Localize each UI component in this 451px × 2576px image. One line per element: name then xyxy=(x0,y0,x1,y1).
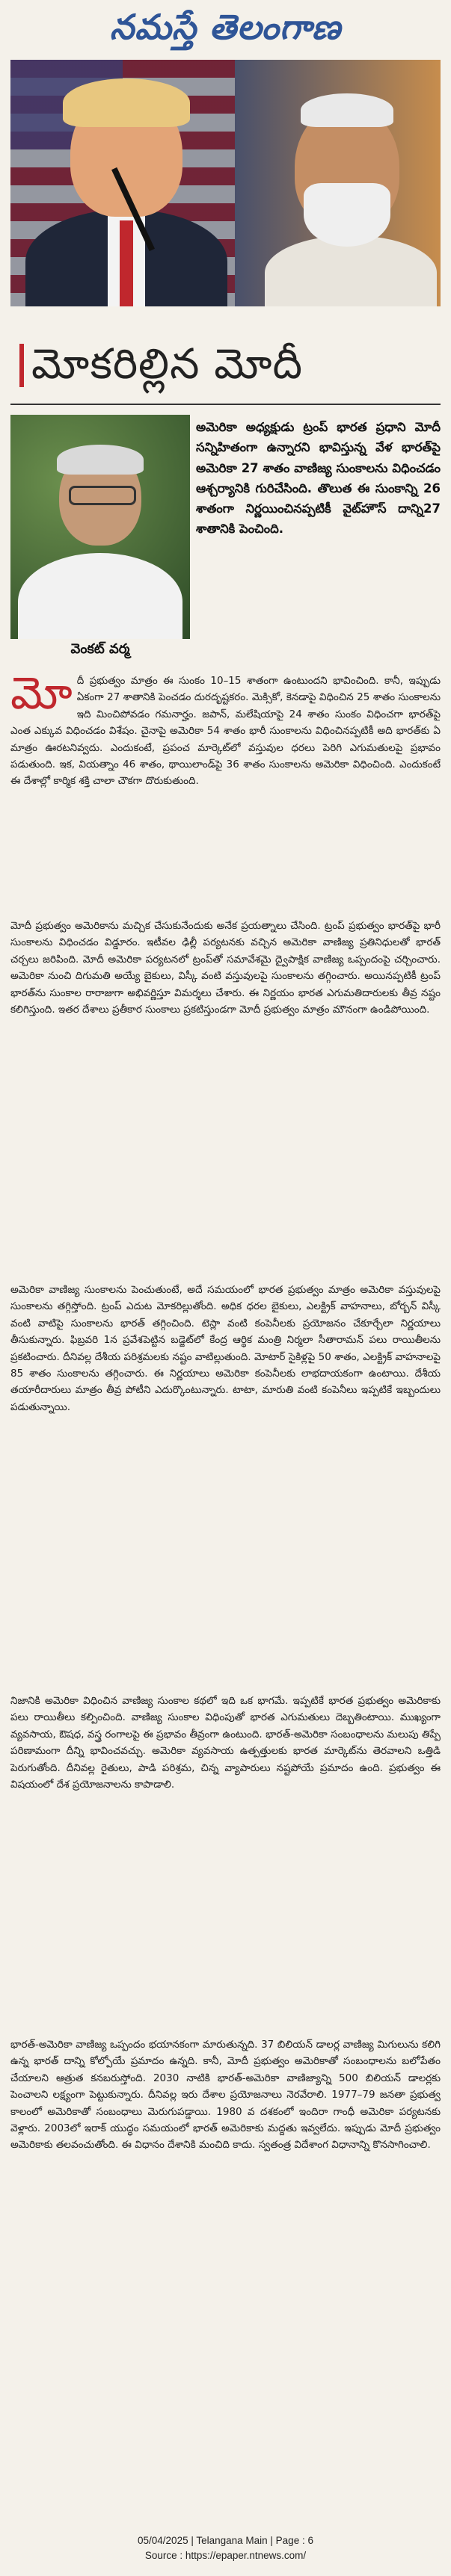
newspaper-logo: నమస్తే తెలంగాణ xyxy=(109,7,342,47)
body-paragraph-2: మోదీ ప్రభుత్వం అమెరికాను మచ్చిక చేసుకునేందుకు అనేక ప్రయత్నాలు చేసింది. ట్రంప్ ప్రభుత్వం భారత్‌పై భారీ సుంకాలను విధించడం విడ్డూరం. ఇటీవల ఢిల్లీ పర్యటనకు వచ్చిన అమెరికా వాణిజ్య ప్రతినిధులతో భారత్ చర్చలు జరిపింది. మోదీ అమెరికా పర్యటనలో ట్రంప్‌తో సమావేశమై ద్వైపాక్షిక వాణిజ్య ఒప్పందంపై చర్చించారు. అమెరికా నుంచి దిగుమతి అయ్యే బైకులు, విస్కీ వంటి వస్తువులపై సుంకాలను తగ్గించారు. అయినప్పటికీ ట్రంప్ భారత్‌ను సుంకాల రారాజుగా అభివర్ణిస్తూ విమర్శలు చేశారు. ఈ నిర్ణయం భారత ఎగుమతిదారులకు తీవ్ర నష్టం కలిగిస్తుంది. ఇతర దేశాలు ప్రతీకార సుంకాలు ప్రకటిస్తుండగా మోదీ ప్రభుత్వం మాత్రం మౌనంగా ఉండిపోయింది. xyxy=(10,920,441,1016)
page-footer xyxy=(0,2533,451,2575)
headline-accent-bar xyxy=(19,344,24,387)
glasses-icon xyxy=(69,486,136,505)
author-byline: వెంకట్ వర్మ xyxy=(70,641,130,657)
body-paragraph-5: భారత్-అమెరికా వాణిజ్య ఒప్పందం భయానకంగా మారుతున్నది. 37 బిలియన్ డాలర్ల వాణిజ్య మిగులును కలిగి ఉన్న భారత్ దాన్ని కోల్పోయే ప్రమాదం ఉన్నది. కానీ, మోదీ ప్రభుత్వం అమెరికాతో సంబంధాలను బలోపేతం చేయాలని ఆత్రుత కనబరుస్తోంది. 2030 నాటికి భారత్-అమెరికా వాణిజ్యాన్ని 500 బిలియన్ డాలర్లకు పెంచాలని లక్ష్యంగా పెట్టుకున్నారు. దీనివల్ల ఇరు దేశాల ప్రయోజనాలు నెరవేరాలి. 1977–79 జనతా ప్రభుత్వ కాలంలో అమెరికాతో సంబంధాలు మెరుగుపడ్డాయి. 1980 వ దశకంలో ఇందిరా గాంధీ అమెరికా పర్యటనకు వెళ్లారు. 2003లో ఇరాక్ యుద్ధం సమయంలో భారత్ అమెరికాకు మద్దతు ఇవ్వలేదు. ఇప్పుడు మోదీ ప్రభుత్వం అమెరికాకు తలవంచుతోంది. ఈ విధానం దేశానికి మంచిది కాదు. స్వతంత్ర విదేశాంగ విధానాన్ని కొనసాగించాలి. xyxy=(10,2039,441,2152)
trump-hair xyxy=(63,78,190,127)
modi-hair xyxy=(301,93,393,127)
paragraph-1-text: దీ ప్రభుత్వం మాత్రం ఈ సుంకం 10–15 శాతంగా ఉంటుందని భావించింది. కానీ, ఇప్పుడు ఏకంగా 27 శాతానికి పెంచడం దురదృష్టకరం. మెక్సికో, కెనడాపై విధించిన 25 శాతం సుంకాలను ఇది మించిపోవడం గమనార్హం. జపాన్, మలేషియాపై 24 శాతం సుంకం విధించగా భారత్‌పై ఎంత ఎక్కువ విధించడం విశేషం. చైనాపై అమెరికా 54 శాతం భారీ సుంకాలను విధించినప్పటికీ అది భారత్‌కు ఏ మాత్రం ఊరటనివ్వదు. ఎందుకంటే, ప్రపంచ మార్కెట్‌లో వస్తువుల ధరలు పెరిగి ఎగుమతులపై ప్రభావం పడుతుంది. ఇక, వియత్నాం 46 శాతం, థాయిలాండ్‌పై 36 శాతం సుంకాలను అమెరికా విధించింది. ఎందుకంటే ఈ దేశాల్లో కార్మిక శక్తి చాలా చౌకగా దొరుకుతుంది. xyxy=(10,675,441,788)
drop-cap: మో xyxy=(10,667,73,720)
lead-photo xyxy=(10,60,441,306)
masthead xyxy=(0,0,451,54)
body-paragraph-1 xyxy=(10,667,441,904)
source-link[interactable]: Source : https://epaper.ntnews.com/ xyxy=(144,2550,307,2561)
article-headline: మోకరిల్లిన మోదీ xyxy=(31,340,303,389)
body-paragraph-3: అమెరికా వాణిజ్య సుంకాలను పెంచుతుంటే, అదే సమయంలో భారత ప్రభుత్వం మాత్రం అమెరికా వస్తువులపై సుంకాలను తగ్గిస్తోంది. ట్రంప్ ఎదుట మోకరిల్లుతోంది. అధిక ధరల బైకులు, ఎలక్ట్రిక్ వాహనాలు, బోర్బన్ విస్కీ వంటి వాటిపై సుంకాలను భారత్ తగ్గించింది. టెస్లా వంటి కంపెనీలకు ప్రయోజనం చేకూర్చేలా నిర్ణయాలు తీసుకున్నారు. ఫిబ్రవరి 1న ప్రవేశపెట్టిన బడ్జెట్‌లో కేంద్ర ఆర్థిక మంత్రి నిర్మలా సీతారామన్ పలు రాయితీలను ప్రకటించారు. దీనివల్ల దేశీయ పరిశ్రమలకు నష్టం వాటిల్లుతుంది. మోటార్ సైకిళ్లపై 50 శాతం, ఎలక్ట్రిక్ వాహనాలపై 85 శాతం సుంకాలను తగ్గించారు. ఈ నిర్ణయాలు అమెరికా కంపెనీలకు లాభదాయకంగా ఉంటాయి. దేశీయ తయారీదారులు మాత్రం తీవ్ర పోటీని ఎదుర్కొంటున్నారు. టాటా, మారుతి వంటి కంపెనీలు ఇప్పటికే ఇబ్బందులు పడుతున్నాయి. xyxy=(10,1284,441,1413)
body-paragraph-4: నిజానికి అమెరికా విధించిన వాణిజ్య సుంకాల కథలో ఇది ఒక భాగమే. ఇప్పటికే భారత ప్రభుత్వం అమెరికాకు పలు రాయితీలు కల్పించింది. వాణిజ్య సుంకాల విధింపుతో భారత ఎగుమతులు దెబ్బతింటాయి. ముఖ్యంగా వ్యవసాయ, ఔషధ, వస్త్ర రంగాలపై ఈ ప్రభావం తీవ్రంగా ఉంటుంది. భారత్-అమెరికా సంబంధాలను మలుపు తిప్పే పరిణామంగా దీన్ని భావించవచ్చు. అమెరికా వ్యవసాయ ఉత్పత్తులకు భారత మార్కెట్‌ను తెరవాలని ఒత్తిడి పెరుగుతోంది. దీనివల్ల రైతులు, పాడి పరిశ్రమ, చిన్న వ్యాపారులు నష్టపోయే ప్రమాదం ఉంది. ప్రభుత్వం ఈ విషయంలో దేశ ప్రయోజనాలను కాపాడాలి. xyxy=(10,1695,441,1791)
headline-rule xyxy=(10,404,441,405)
trump-tie xyxy=(120,220,133,306)
author-hair xyxy=(57,445,144,475)
article-deck: అమెరికా అధ్యక్షుడు ట్రంప్ భారత ప్రధాని మోదీ సన్నిహితంగా ఉన్నారని భావిస్తున్న వేళ భారత్‌పై అమెరికా 27 శాతం వాణిజ్య సుంకాలను విధించడం ఆశ్చర్యానికి గురిచేసింది. తొలుత ఈ సుంకాన్ని 26 శాతంగా నిర్ణయించినప్పటికీ వైట్‌హౌస్ దాన్ని27 శాతానికి పెంచింది. xyxy=(196,420,441,537)
edition-info: 05/04/2025 | Telangana Main | Page : 6 xyxy=(138,2535,313,2546)
author-photo xyxy=(10,415,190,639)
modi-beard xyxy=(304,183,390,247)
